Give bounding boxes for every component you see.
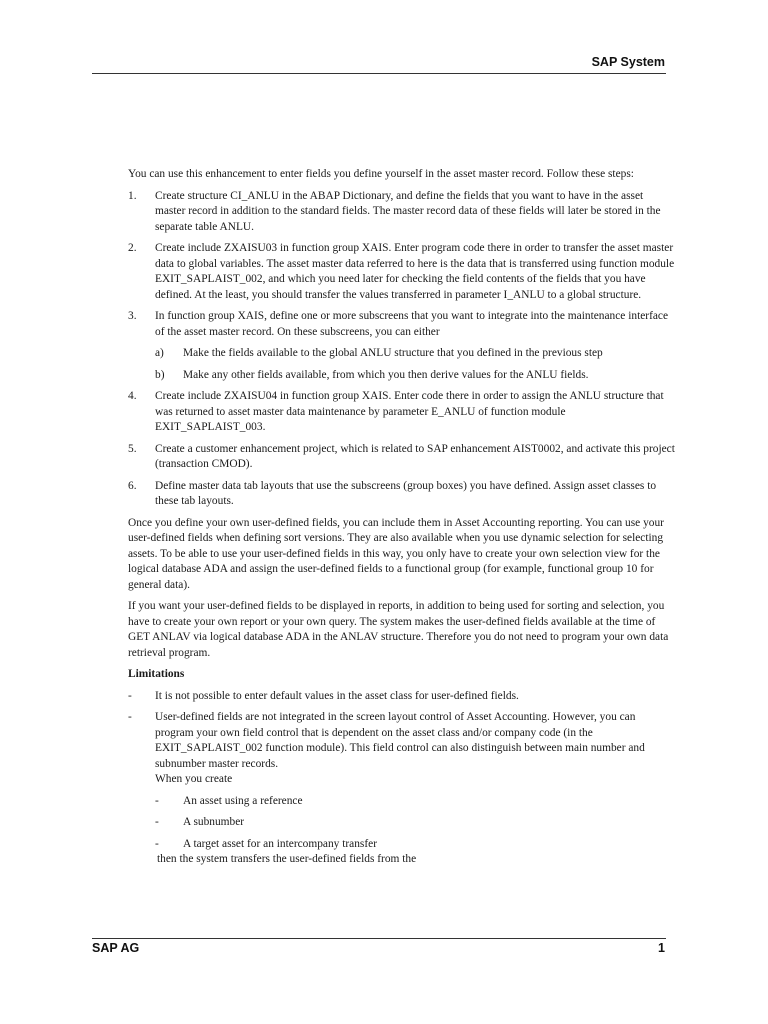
limitation-item [128, 689, 676, 705]
option-letter: b) [155, 368, 165, 381]
footer-rule [92, 938, 666, 939]
step-item [128, 442, 676, 473]
page-header-title: SAP System [591, 55, 665, 69]
step-option [128, 368, 676, 384]
step-text: Create a customer enhancement project, which is related to SAP enhancement AIST0002, and activate this project (transaction CMOD). [155, 442, 675, 470]
step-text: Define master data tab layouts that use the subscreens (group boxes) you have defined. Assign asset classes to these tab layouts. [155, 479, 657, 507]
page-number: 1 [658, 941, 665, 955]
step-text: Create include ZXAISU04 in function group XAIS. Enter code there in order to assign the ANLU structure that was returned to asset master data maintenance by parameter E_ANLU of function module EXIT_SAPLAIST_003. [155, 390, 664, 433]
step-number: 5. [128, 442, 137, 455]
bullet-dash: - [155, 837, 159, 850]
limitation-text: User-defined fields are not integrated in the screen layout control of Asset Accounting. However, you can program your own field control that is dependent on the asset class and/or company code (in the EXIT_SAPLAIST_002 function module). This field control can also distinguish between main number and subnumber master records. [155, 711, 645, 770]
step-text: In function group XAIS, define one or more subscreens that you want to integrate into the maintenance interface of the asset master record. On these subscreens, you can either [155, 310, 669, 338]
query-paragraph: If you want your user-defined fields to be displayed in reports, in addition to being used for sorting and selection, you have to create your own report or your own query. The system makes the user-defined fields available at the time of GET ANLAV via logical database ADA in the ANLAV structure. Therefore you do not need to program your own data retrieval program. [128, 600, 669, 659]
document-body [128, 167, 676, 868]
then-text: then the system transfers the user-defined fields from the [157, 853, 417, 865]
step-text: Create include ZXAISU03 in function group XAIS. Enter program code there in order to transfer the asset master data to global variables. The asset master data referred to here is the data that is transferred using function module EXIT_SAPLAIST_002, and which you need later for checking the field contents of the fields that you have defined. At the least, you should transfer the values transferred in parameter I_ANLU to a global structure. [155, 242, 675, 301]
bullet-dash: - [155, 794, 159, 807]
bullet-dash: - [128, 689, 132, 702]
step-item [128, 241, 676, 303]
step-item [128, 389, 676, 436]
create-case-item [128, 794, 676, 810]
intro-paragraph: You can use this enhancement to enter fields you define yourself in the asset master record. Follow these steps: [128, 168, 634, 180]
create-case-item [128, 815, 676, 831]
step-item [128, 479, 676, 510]
create-case-item [128, 837, 676, 853]
option-text: Make the fields available to the global ANLU structure that you defined in the previous step [183, 347, 603, 359]
header-rule [92, 73, 666, 74]
limitation-item [128, 710, 676, 788]
create-case-text: A subnumber [183, 816, 245, 828]
footer-company: SAP AG [92, 941, 140, 955]
step-number: 3. [128, 310, 137, 322]
limitations-heading: Limitations [128, 668, 185, 680]
step-item [128, 189, 676, 236]
bullet-dash: - [155, 816, 159, 828]
step-option [128, 346, 676, 362]
step-number: 1. [128, 189, 137, 202]
reporting-paragraph: Once you define your own user-defined fields, you can include them in Asset Accounting reporting. You can use your user-defined fields when defining sort versions. They are also available when you use dynamic selection for selecting assets. To be able to use your user-defined fields in this way, you only have to create your own selection view for the logical database ADA and assign the user-defined fields to a functional group (for example, functional group 10 for general data). [128, 516, 664, 591]
step-number: 2. [128, 242, 137, 254]
option-letter: a) [155, 347, 164, 359]
option-text: Make any other fields available, from which you then derive values for the ANLU fields. [183, 368, 589, 381]
step-text: Create structure CI_ANLU in the ABAP Dictionary, and define the fields that you want to have in the asset master record in addition to the standard fields. The master record data of these fields will later be stored in the separate table ANLU. [155, 189, 661, 233]
bullet-dash: - [128, 711, 132, 723]
when-create-text: When you create [155, 773, 233, 785]
create-case-text: An asset using a reference [183, 794, 303, 807]
create-case-text: A target asset for an intercompany transfer [183, 837, 377, 850]
step-number: 4. [128, 390, 137, 402]
limitation-text: It is not possible to enter default values in the asset class for user-defined fields. [155, 689, 519, 702]
step-item [128, 309, 676, 340]
step-number: 6. [128, 479, 137, 492]
